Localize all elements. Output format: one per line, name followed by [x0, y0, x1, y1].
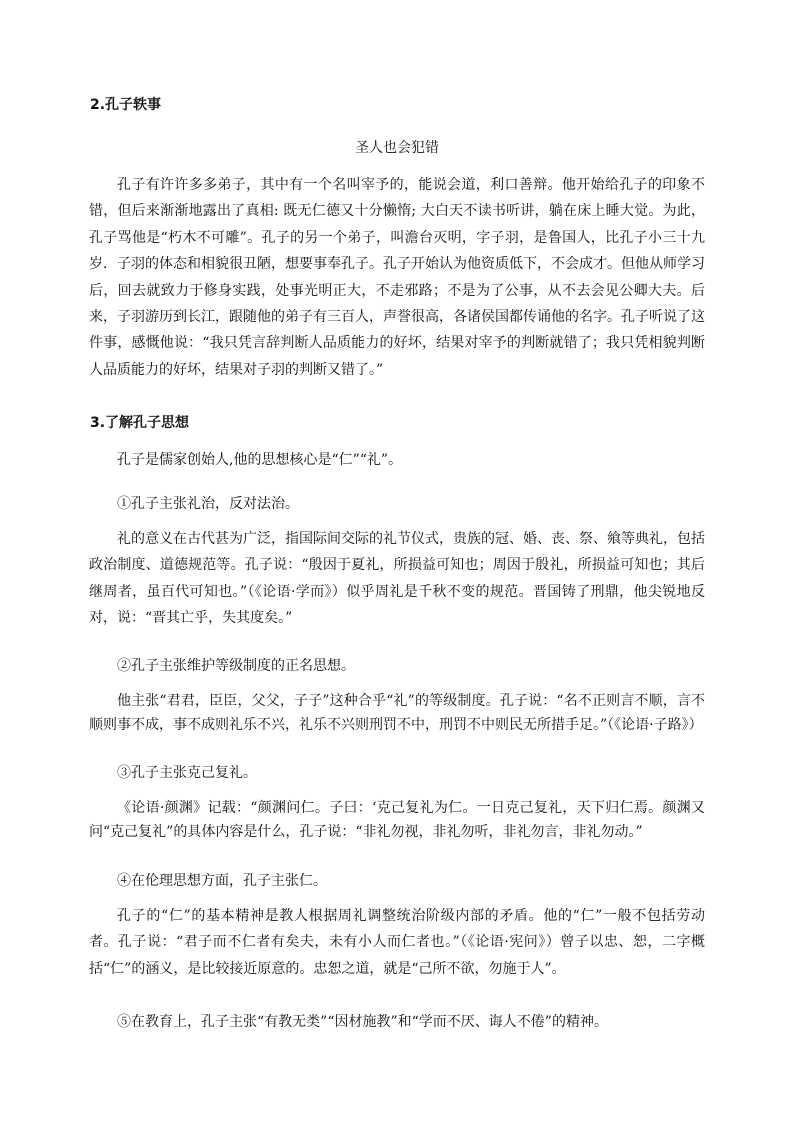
- point-5: ⑤在教育上，孔子主张“有教无类”“因材施教”和“学而不厌、诲人不倦”的精神。: [117, 1014, 608, 1030]
- paragraph-1: 礼的意义在古代甚为广泛，指国际间交际的礼节仪式，贵族的冠、婚、丧、祭、飨等典礼，包括政治制度、道德规范等。孔子说：“殷因于夏礼，所损益可知也；周因于殷礼，所损益可知也；其后继周者，虽百代可知也。”（《论语·学而》）似乎周礼是千秋不变的规范。晋国铸了刑鼎，他尖锐地反对，说：“晋其亡乎，失其度矣。”: [89, 531, 705, 627]
- point-3: ③孔子主张克己复礼。: [117, 765, 257, 781]
- point-2: ②孔子主张维护等级制度的正名思想。: [117, 658, 355, 674]
- story-title: 圣人也会犯错: [355, 140, 439, 156]
- intro-line: 孔子是儒家创始人,他的思想核心是“仁”“礼”。: [117, 452, 403, 468]
- section-3-heading: 3.了解孔子思想: [90, 415, 190, 431]
- paragraph-4: 孔子的“仁”的基本精神是教人根据周礼调整统治阶级内部的矛盾。他的“仁”一般不包括劳动者。孔子说：“君子而不仁者有矣夫，未有小人而仁者也。”（《论语·宪问》）曾子以忠、恕，二字概括“仁”的涵义，是比较接近原意的。忠恕之道，就是“己所不欲，勿施于人”。: [89, 908, 705, 977]
- paragraph-2: 他主张“君君，臣臣，父父，子子”这种合乎“礼”的等级制度。孔子说：“名不正则言不顺，言不顺则事不成，事不成则礼乐不兴，礼乐不兴则刑罚不中，刑罚不中则民无所措手足。”（《论语·子路》）: [89, 693, 705, 733]
- paragraph-3: 《论语·颜渊》记载：“颜渊问仁。子曰：‘克己复礼为仁。一日克己复礼，天下归仁焉。颜渊又问“克己复礼”的具体内容是什么，孔子说：“非礼勿视，非礼勿听，非礼勿言，非礼勿动。”: [89, 800, 705, 840]
- point-4: ④在伦理思想方面，孔子主张仁。: [117, 873, 327, 889]
- story-paragraph: 孔子有许许多多弟子，其中有一个名叫宰予的，能说会道，利口善辩。他开始给孔子的印象不错，但后来渐渐地露出了真相: 既无仁德又十分懒惰; 大白天不读书听讲，躺在床上睡大觉。为此，孔子骂他是“朽木不可雕”。孔子的另一个弟子，叫澹台灭明，字子羽，是鲁国人，比孔子小三十九岁．子羽的体态和相貌很丑陋，想要事奉孔子。孔子开始认为他资质低下，不会成才。但他从师学习后，回去就致力于修身实践，处事光明正大，不走邪路；不是为了公事，从不去会见公卿大夫。后来，子羽游历到长江，跟随他的弟子有三百人，声誉很高，各诸侯国都传诵他的名字。孔子听说了这件事，感慨他说：“我只凭言辞判断人品质能力的好坏，结果对宰予的判断就错了；我只凭相貌判断人品质能力的好坏，结果对子羽的判断又错了。”: [89, 177, 705, 378]
- point-1: ①孔子主张礼治，反对法治。: [117, 496, 299, 512]
- section-2-heading: 2.孔子轶事: [90, 97, 162, 113]
